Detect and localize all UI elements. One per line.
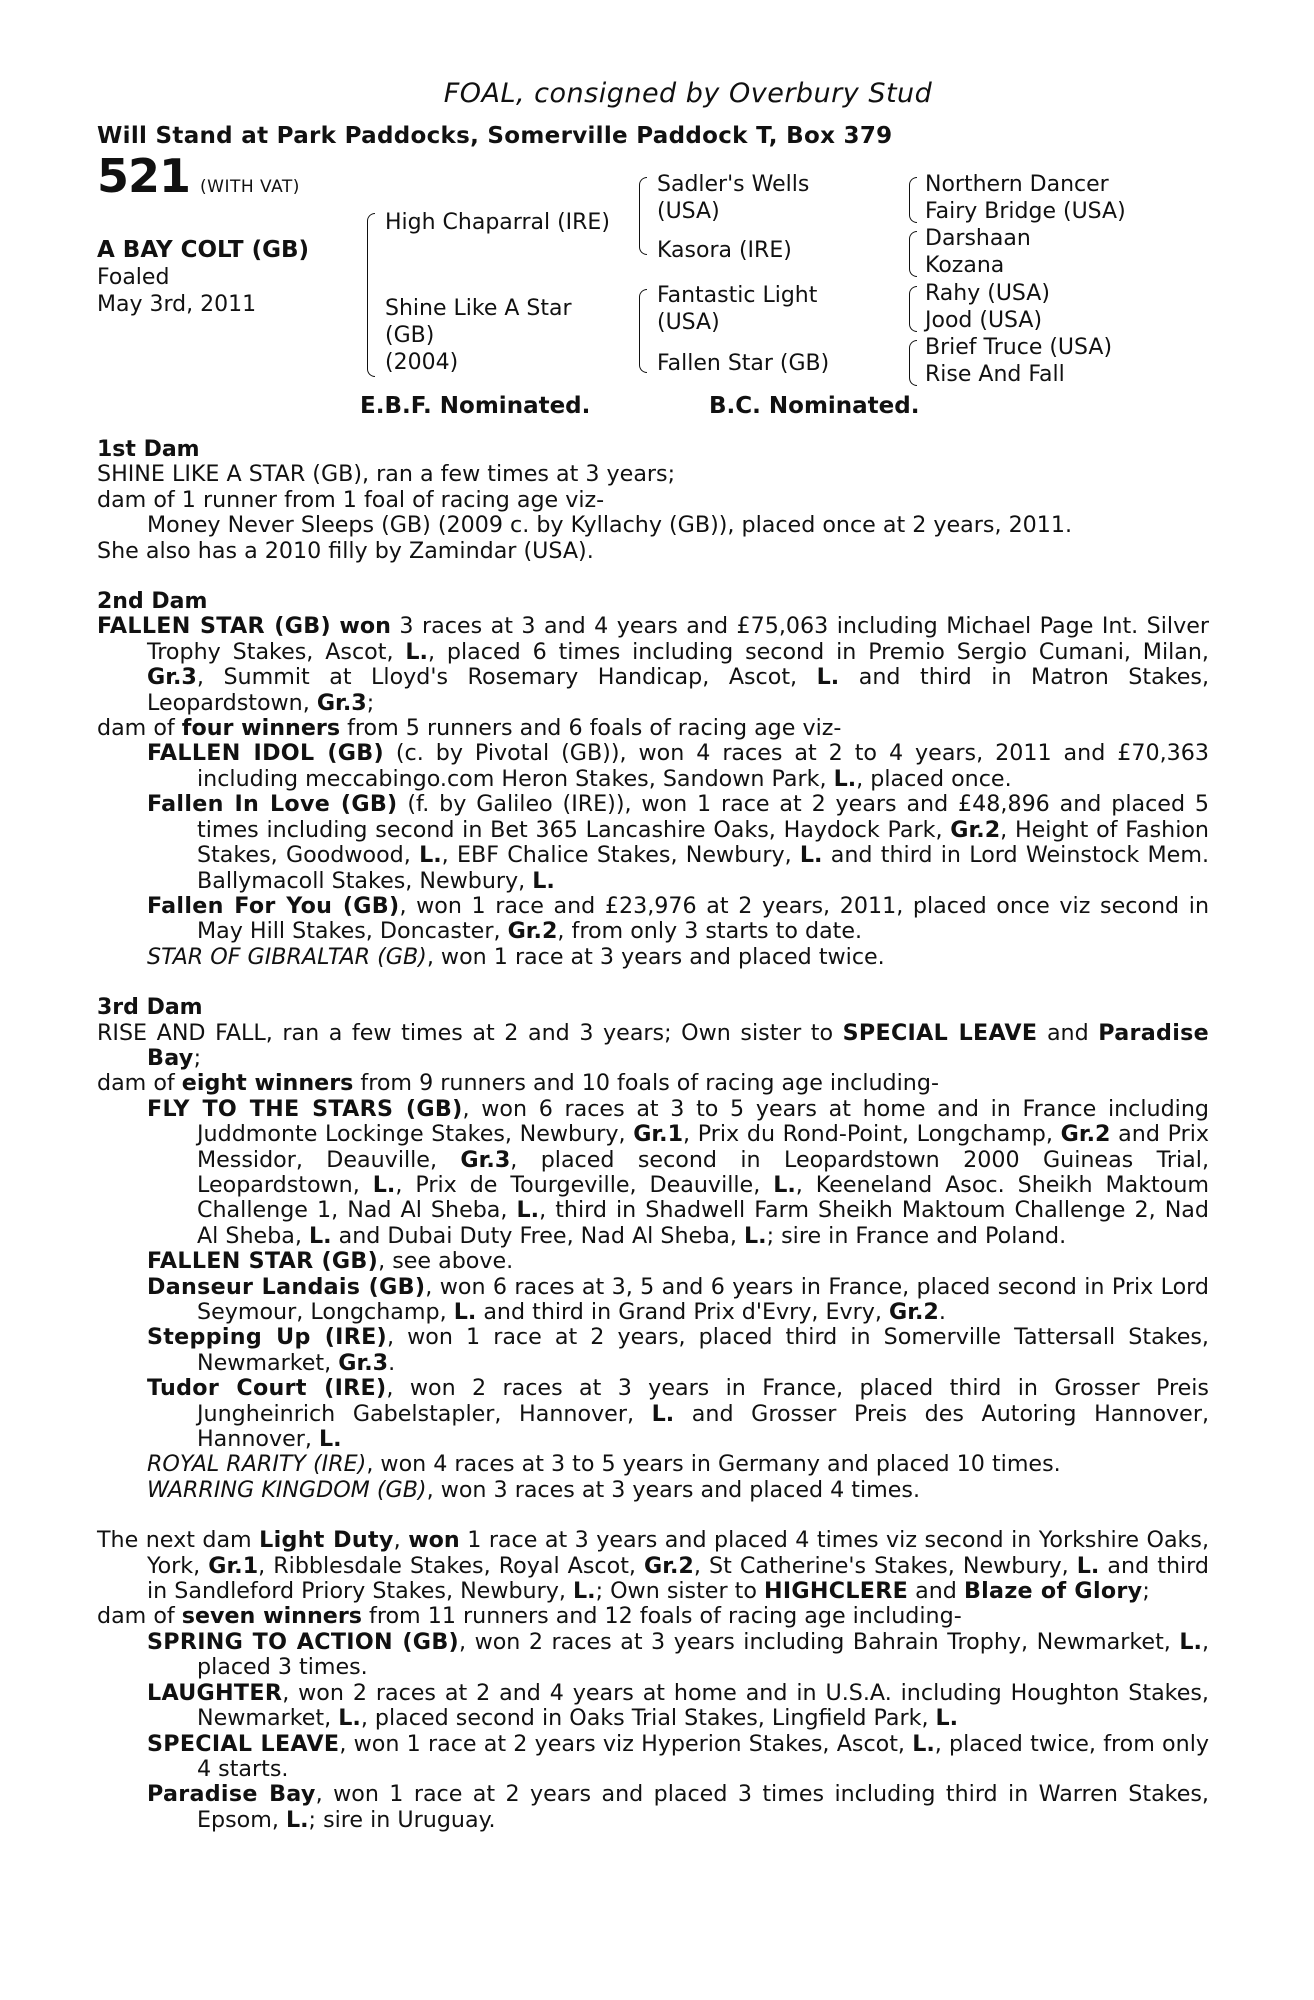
listed-label: L. bbox=[1076, 1552, 1100, 1579]
text: ; Own sister to bbox=[595, 1578, 764, 1605]
text: , won 4 races at 3 to 5 years in Germany and placed 10 times. bbox=[366, 1451, 1061, 1478]
text: from 9 runners and 10 foals of racing age including- bbox=[353, 1070, 939, 1097]
produce-entry bbox=[97, 1732, 1209, 1783]
listed-label: L. bbox=[419, 842, 442, 869]
first-dam-line3: Money Never Sleeps (GB) (2009 c. by Kyllachy (GB)), placed once at 2 years, 2011. bbox=[147, 512, 1073, 539]
text: from 11 runners and 12 foals of racing age including- bbox=[361, 1603, 962, 1630]
vat-label: (WITH VAT) bbox=[200, 177, 300, 197]
text: and bbox=[1037, 1019, 1099, 1046]
horse-name: Fallen In Love (GB) bbox=[147, 791, 398, 818]
text: , won 2 races at 2 and 4 years at home and in U.S.A. including Houghton Stakes, Newmarket, bbox=[197, 1679, 1209, 1732]
text: ; bbox=[193, 1044, 202, 1071]
text: , won 1 race at 2 years, placed third in Somerville Tattersall Stakes, Newmarket, bbox=[197, 1324, 1209, 1376]
dam-sire-dam: Jood (USA) bbox=[925, 308, 1043, 333]
text: and Prix Messidor, Deauville, bbox=[197, 1121, 1209, 1173]
g3-bracket-2 bbox=[909, 231, 917, 277]
produce-entry bbox=[97, 1249, 1209, 1274]
text: , won 6 races at 3 to 5 years at home and in France including Juddmonte Lockinge Stakes, Newbury, bbox=[197, 1095, 1209, 1148]
sire-sire-dam: Fairy Bridge (USA) bbox=[925, 199, 1126, 224]
next-dam-produce-summary bbox=[97, 1604, 1209, 1629]
group-label: Gr.1 bbox=[208, 1552, 259, 1579]
next-dam-name: Light Duty bbox=[259, 1527, 394, 1554]
text: ; bbox=[1142, 1578, 1150, 1605]
g3-bracket-3 bbox=[909, 286, 917, 332]
text: , won 1 race at 2 years and placed 3 times including third in Warren Stakes, Epsom, bbox=[197, 1781, 1209, 1833]
produce-entry bbox=[97, 1097, 1209, 1249]
produce-entry bbox=[97, 894, 1209, 945]
produce-entry bbox=[97, 1478, 1209, 1503]
text: The next dam bbox=[97, 1527, 260, 1554]
first-dam-line1: SHINE LIKE A STAR (GB), ran a few times at 3 years; bbox=[97, 461, 676, 488]
horse-name: Tudor Court (IRE) bbox=[147, 1375, 387, 1402]
stand-location-line: Will Stand at Park Paddocks, Somerville Paddock T, Box 379 bbox=[97, 123, 893, 149]
winners-count: four winners bbox=[181, 715, 341, 742]
text: and third in Sandleford Priory Stakes, Newbury, bbox=[147, 1552, 1209, 1605]
listed-label: L. bbox=[572, 1578, 596, 1605]
text: , Ribblesdale Stakes, Royal Ascot, bbox=[258, 1552, 645, 1579]
listed-label: L. bbox=[319, 1426, 342, 1453]
text: , Prix de Tourgeville, Deauville, bbox=[395, 1171, 774, 1198]
winners-count: eight winners bbox=[181, 1070, 354, 1097]
text: , Keeneland Asoc. Sheikh Maktoum Challenge 1, Nad Al Sheba, bbox=[197, 1171, 1209, 1224]
sire-dam: Kasora (IRE) bbox=[657, 238, 792, 263]
listed-label: L. bbox=[912, 1730, 935, 1757]
winners-count: seven winners bbox=[181, 1603, 362, 1630]
produce-record bbox=[97, 437, 1209, 1833]
listed-label: L. bbox=[773, 1171, 796, 1198]
listed-label: L. bbox=[799, 842, 823, 869]
listed-label: L. bbox=[338, 1705, 361, 1732]
dam-sire-line2: (USA) bbox=[657, 310, 720, 335]
text: ; bbox=[366, 689, 375, 716]
sire-sire-line1: Sadler's Wells bbox=[657, 172, 810, 197]
text: dam of bbox=[97, 1070, 182, 1097]
group-label: Gr.3 bbox=[460, 1146, 511, 1173]
text: , won 3 races at 3 years and placed 4 times. bbox=[426, 1476, 921, 1503]
listed-label: L. bbox=[285, 1806, 309, 1833]
won-label: won bbox=[339, 613, 391, 640]
listed-label: L. bbox=[516, 1197, 540, 1224]
third-dam-produce-summary bbox=[97, 1071, 1209, 1096]
group-label: Gr.2 bbox=[888, 1299, 939, 1325]
sire-sire-line2: (USA) bbox=[657, 199, 720, 224]
horse-name: LAUGHTER bbox=[147, 1679, 283, 1706]
sibling-name: Blaze of Glory bbox=[963, 1578, 1143, 1605]
listed-label: L. bbox=[532, 867, 555, 894]
text: , third in Shadwell Farm Sheikh Maktoum Challenge 2, Nad Al Sheba, bbox=[197, 1197, 1209, 1249]
text: . bbox=[388, 1349, 396, 1376]
horse-name: Fallen For You (GB) bbox=[147, 892, 400, 919]
foaled-date: May 3rd, 2011 bbox=[97, 292, 257, 317]
g3-bracket-1 bbox=[909, 177, 917, 223]
produce-entry bbox=[97, 1376, 1209, 1452]
text: , Height of Fashion Stakes, Goodwood, bbox=[197, 816, 1209, 869]
dam-name-line2: (GB) bbox=[385, 323, 435, 348]
text: (c. by Pivotal (GB)), won 4 races at 2 to 4 years, 2011 and £70,363 including meccabingo.com Heron Stakes, Sandown Park, bbox=[197, 740, 1209, 792]
horse-name: SPECIAL LEAVE bbox=[147, 1730, 340, 1757]
text: , Summit at Lloyd's Rosemary Handicap, Ascot, bbox=[196, 664, 817, 691]
group-label: Gr.1 bbox=[633, 1121, 684, 1148]
text: , placed twice, from only 4 starts. bbox=[197, 1730, 1209, 1782]
second-dam-heading: 2nd Dam bbox=[97, 589, 208, 615]
listed-label: L. bbox=[1179, 1628, 1202, 1655]
dam-name-line1: Shine Like A Star bbox=[385, 296, 572, 321]
text: ; sire in France and Poland. bbox=[766, 1222, 1067, 1249]
sire-parents-bracket bbox=[639, 177, 647, 255]
produce-entry bbox=[97, 1452, 1209, 1477]
catalogue-page bbox=[97, 78, 1209, 1833]
group-label: Gr.3 bbox=[338, 1349, 389, 1376]
horse-name: Paradise Bay bbox=[147, 1781, 316, 1808]
foaled-label: Foaled bbox=[97, 265, 170, 290]
listed-label: L. bbox=[935, 1705, 959, 1732]
text: and third in Grand Prix d'Evry, Evry, bbox=[476, 1299, 889, 1325]
group-label: Gr.2 bbox=[507, 918, 558, 945]
dam-dam-dam: Rise And Fall bbox=[925, 362, 1065, 387]
text: 3 races at 3 and 4 years and £75,063 including Michael Page Int. Silver Trophy Stakes, Ascot, bbox=[147, 613, 1210, 665]
text: , Prix du Rond-Point, Longchamp, bbox=[683, 1121, 1061, 1148]
text: and third in Matron Stakes, Leopardstown, bbox=[147, 664, 1209, 716]
horse-name: SPRING TO ACTION (GB) bbox=[147, 1628, 459, 1655]
horse-name: ROYAL RARITY (IRE) bbox=[147, 1451, 367, 1478]
text: , won 6 races at 3, 5 and 6 years in France, placed second in Prix Lord Seymour, Longchamp, bbox=[197, 1273, 1209, 1325]
produce-entry bbox=[97, 1681, 1209, 1732]
text: dam of bbox=[97, 1603, 182, 1630]
dam-dam-sire: Brief Truce (USA) bbox=[925, 335, 1113, 360]
produce-entry bbox=[97, 945, 1209, 970]
horse-name: FLY TO THE STARS (GB) bbox=[147, 1095, 463, 1122]
produce-entry bbox=[97, 1275, 1209, 1326]
horse-name: Danseur Landais (GB) bbox=[147, 1273, 426, 1300]
g3-bracket-4 bbox=[909, 340, 917, 386]
first-dam-line2: dam of 1 runner from 1 foal of racing age viz- bbox=[97, 486, 605, 513]
text: , placed 3 times. bbox=[197, 1628, 1209, 1681]
text: , placed second in Leopardstown 2000 Guineas Trial, Leopardstown, bbox=[197, 1146, 1209, 1198]
won-label: won bbox=[408, 1527, 460, 1554]
sibling-name: HIGHCLERE bbox=[763, 1578, 909, 1605]
horse-name: Stepping Up (IRE) bbox=[147, 1324, 387, 1351]
sire-name: High Chaparral (IRE) bbox=[385, 210, 610, 235]
group-label: Gr.3 bbox=[316, 689, 367, 716]
group-label: Gr.2 bbox=[644, 1552, 694, 1579]
listed-label: L. bbox=[833, 765, 857, 792]
produce-entry bbox=[97, 741, 1209, 792]
text: ; sire in Uruguay. bbox=[308, 1806, 496, 1833]
horse-name: FALLEN STAR (GB) bbox=[147, 1248, 379, 1275]
ebf-nominated: E.B.F. Nominated. bbox=[360, 393, 591, 419]
dam-name-line3: (2004) bbox=[385, 350, 459, 375]
lot-title: A BAY COLT (GB) bbox=[97, 237, 310, 263]
sire-dam-dam: Kozana bbox=[925, 253, 1005, 278]
text: (f. by Galileo (IRE)), won 1 race at 2 years and £48,896 and placed 5 times including second in Bet 365 Lancashire Oaks, Haydock Park, bbox=[197, 791, 1209, 843]
text: , placed once. bbox=[856, 765, 1012, 792]
horse-name: STAR OF GIBRALTAR (GB) bbox=[147, 943, 427, 970]
group-label: Gr.2 bbox=[1060, 1121, 1111, 1148]
dam-sire-sire: Rahy (USA) bbox=[925, 281, 1050, 306]
text: , won 1 race at 2 years viz Hyperion Stakes, Ascot, bbox=[339, 1730, 913, 1757]
text: , from only 3 starts to date. bbox=[557, 918, 863, 945]
listed-label: L. bbox=[743, 1222, 767, 1249]
text: , EBF Chalice Stakes, Newbury, bbox=[441, 842, 800, 869]
text: 1 race at 3 years and placed 4 times viz second in Yorkshire Oaks, York, bbox=[147, 1527, 1210, 1579]
horse-name: WARRING KINGDOM (GB) bbox=[147, 1476, 427, 1503]
pedigree-block bbox=[97, 149, 1209, 433]
text: . bbox=[938, 1299, 946, 1325]
text: and Dubai Duty Free, Nad Al Sheba, bbox=[331, 1222, 744, 1249]
group-label: Gr.2 bbox=[950, 816, 1001, 843]
produce-entry bbox=[97, 1325, 1209, 1376]
bc-nominated: B.C. Nominated. bbox=[709, 393, 920, 419]
produce-entry bbox=[97, 792, 1209, 894]
next-dam-paragraph: The next dam Light Duty, won 1 race at 3 years and placed 4 times viz second in Yorkshire Oaks, York, Gr.1, Ribblesdale Stakes, Royal Ascot, Gr.2, St Catherine's Stakes, Newbury, L. and third in Sandleford Priory Stakes, Newbury, L.; Own sister to HIGHCLERE and Blaze of Glory; bbox=[97, 1527, 1210, 1605]
text: dam of bbox=[97, 715, 182, 742]
listed-label: L. bbox=[308, 1222, 332, 1249]
listed-label: L. bbox=[651, 1400, 675, 1427]
lot-number: 521 bbox=[97, 149, 191, 203]
horse-name: FALLEN IDOL (GB) bbox=[147, 740, 384, 767]
text: from 5 runners and 6 foals of racing age viz- bbox=[340, 715, 842, 742]
text: , see above. bbox=[378, 1248, 514, 1275]
listed-label: L. bbox=[816, 664, 840, 691]
second-dam-paragraph bbox=[97, 614, 1209, 716]
text: and third in Lord Weinstock Mem. Ballymacoll Stakes, Newbury, bbox=[197, 842, 1209, 894]
text: , won 1 race at 3 years and placed twice. bbox=[426, 943, 885, 970]
produce-entry bbox=[97, 1630, 1209, 1681]
produce-entry bbox=[97, 1782, 1209, 1833]
dam-dam: Fallen Star (GB) bbox=[657, 351, 830, 376]
second-dam-name: FALLEN STAR (GB) bbox=[97, 613, 331, 640]
text: , won 1 race and £23,976 at 2 years, 2011, placed once viz second in May Hill Stakes, Doncaster, bbox=[197, 892, 1210, 945]
text: , St Catherine's Stakes, Newbury, bbox=[693, 1552, 1077, 1579]
first-dam-heading: 1st Dam bbox=[97, 437, 200, 462]
sire-dam-bracket bbox=[367, 213, 375, 377]
text: , won 2 races at 3 years in France, placed third in Grosser Preis Jungheinrich Gabelstapler, Hannover, bbox=[197, 1375, 1209, 1427]
text: , won 2 races at 3 years including Bahrain Trophy, Newmarket, bbox=[458, 1628, 1180, 1655]
text: and bbox=[908, 1578, 964, 1605]
third-dam-paragraph bbox=[97, 1021, 1209, 1072]
text: , placed second in Oaks Trial Stakes, Lingfield Park, bbox=[360, 1705, 936, 1732]
third-dam-heading: 3rd Dam bbox=[97, 995, 203, 1021]
text: , placed 6 times including second in Premio Sergio Cumani, Milan, bbox=[427, 638, 1209, 665]
sibling-name: Paradise Bay bbox=[147, 1019, 1209, 1071]
first-dam-line4: She also has a 2010 filly by Zamindar (USA). bbox=[97, 537, 594, 564]
listed-label: L. bbox=[453, 1299, 477, 1325]
text: RISE AND FALL, ran a few times at 2 and 3 years; Own sister to bbox=[97, 1019, 843, 1046]
sire-sire-sire: Northern Dancer bbox=[925, 172, 1109, 197]
sire-dam-sire: Darshaan bbox=[925, 226, 1031, 251]
sibling-name: SPECIAL LEAVE bbox=[842, 1019, 1038, 1046]
foal-consignor-line: FOAL, consigned by Overbury Stud bbox=[443, 78, 933, 109]
listed-label: L. bbox=[405, 638, 428, 665]
text: and Grosser Preis des Autoring Hannover, Hannover, bbox=[197, 1400, 1210, 1453]
listed-label: L. bbox=[372, 1171, 396, 1198]
dam-parents-bracket bbox=[639, 289, 647, 373]
group-label: Gr.3 bbox=[147, 664, 197, 691]
second-dam-produce-summary bbox=[97, 716, 1209, 741]
lot-number-row bbox=[97, 149, 300, 203]
dam-sire-line1: Fantastic Light bbox=[657, 283, 818, 308]
